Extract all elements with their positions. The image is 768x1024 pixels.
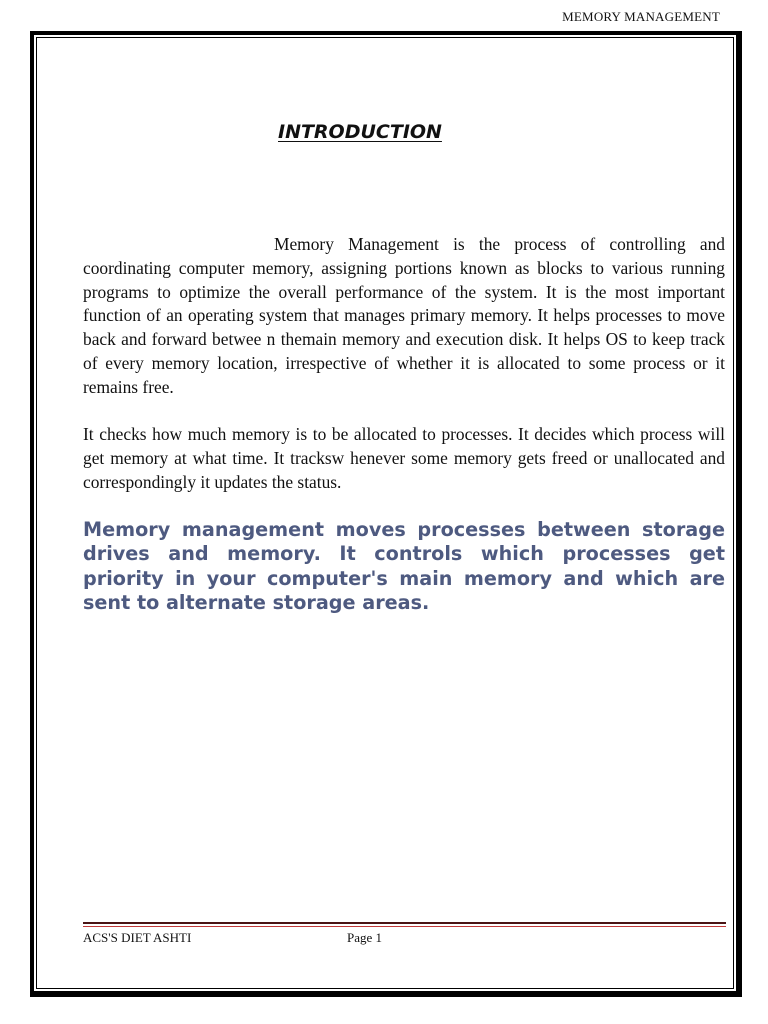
intro-paragraph-text: Memory Management is the process of controlling and coordinating computer memory, assigning portions known as blocks to various running programs to optimize the overall performance of the system. It is the most important function of an operating system that manages primary memory. It helps processes to move back and forward betwee n themain memory and execution disk. It helps OS to keep track of every memory location, irrespective of whether it is allocated to some process or it remains free. [83,234,725,397]
running-header: MEMORY MANAGEMENT [562,9,720,24]
highlight-paragraph: Memory management moves processes between storage drives and memory. It controls which processes get priority in your computer's main memory and which are sent to alternate storage areas. [83,518,725,614]
page-border [30,31,742,997]
page-title: INTRODUCTION [278,121,442,143]
footer-page-number: Page 1 [347,930,383,945]
allocation-paragraph: It checks how much memory is to be allocated to processes. It decides which process will get memory at what time. It tracksw henever some memory gets freed or unallocated and correspondingly it updates the status. [83,424,725,492]
footer-rule-red [83,926,726,927]
footer-rule-dark [83,922,726,924]
intro-paragraph [83,233,725,400]
footer-institution: ACS'S DIET ASHTI [83,930,192,945]
